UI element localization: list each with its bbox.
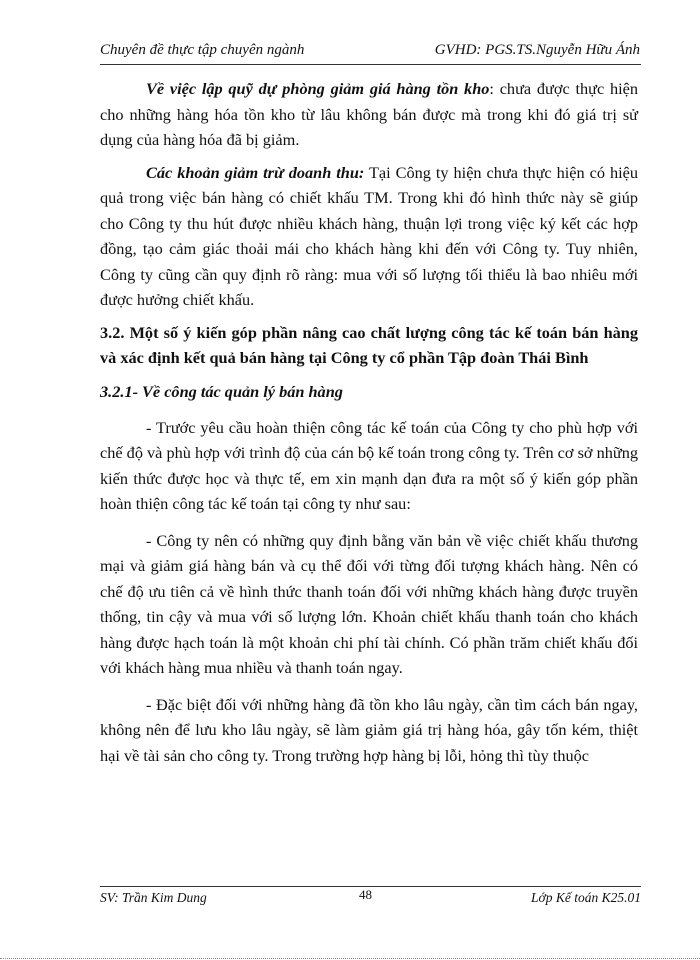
paragraph-provision-text: : chưa được thực hiện cho những hàng hóa tồn kho từ lâu không bán được mà trong khi đó giá trị sử dụng của hàng hóa đã bị giảm. — [100, 79, 638, 149]
header-divider — [100, 64, 641, 65]
page-edge-rule — [0, 958, 700, 959]
paragraph-intro: - Trước yêu cầu hoàn thiện công tác kế toán của Công ty cho phù hợp với chế độ và phù hợp với trình độ của cán bộ kế toán trong công ty. Trên cơ sở những kiến thức được học và thực tế, em xin mạnh dạn đưa ra một số ý kiến góp phần hoàn thiện công tác kế toán tại công ty như sau: — [100, 417, 638, 513]
paragraph-provision — [100, 76, 638, 153]
paragraph-revenue-deductions — [100, 160, 638, 313]
paragraph-provision-label: Về việc lập quỹ dự phòng giảm giá hàng tồn kho — [146, 79, 490, 98]
paragraph-discount-policy: - Công ty nên có những quy định bằng văn bản về việc chiết khấu thương mại và giảm giá hàng bán và cụ thể đối với từng đối tượng khách hàng. Nên có chế độ ưu tiên cả về hình thức thanh toán đối với những khách hàng được truyền thống, tin cậy và mua với số lượng lớn. Khoản chiết khấu thanh toán cho khách hàng được hạch toán là một khoản chi phí tài chính. Có phần trăm chiết khấu đối với khách hàng mua nhiều và thanh toán ngay. — [100, 530, 638, 677]
footer-class: Lớp Kế toán K25.01 — [531, 890, 641, 905]
paragraph-revenue-deductions-label: Các khoản giảm trừ doanh thu: — [146, 162, 365, 182]
header-course-title: Chuyên đề thực tập chuyên ngành — [100, 42, 305, 58]
page-header — [100, 41, 640, 59]
page-body — [100, 76, 638, 775]
footer-student: SV: Trần Kim Dung — [100, 890, 207, 905]
paragraph-revenue-deductions-text: Tại Công ty hiện chưa thực hiện có hiệu quả trong việc bán hàng có chiết khấu TM. Trong khi đó hình thức này sẽ giúp cho Công ty thu hút được nhiều khách hàng, thuận lợi trong việc ký kết các hợp đồng, tạo cảm giác thoải mái cho khách hàng khi đến với Công ty. Tuy nhiên, Công ty cũng cần quy định rõ ràng: mua với số lượng tối thiểu là bao nhiêu mới được hưởng chiết khấu. — [100, 162, 638, 309]
section-heading-3-2-1: 3.2.1- Về công tác quản lý bán hàng — [100, 381, 343, 401]
paragraph-inventory: - Đặc biệt đối với những hàng đã tồn kho lâu ngày, cần tìm cách bán ngay, không nên để lưu kho lâu ngày, sẽ làm giảm giá trị hàng hóa, gây tốn kém, thiệt hại về tài sản cho công ty. Trong trường hợp hàng bị lỗi, hỏng thì tùy thuộc — [100, 694, 638, 765]
page-number: 48 — [359, 887, 372, 902]
section-heading-3-2: 3.2. Một số ý kiến góp phần nâng cao chất lượng công tác kế toán bán hàng và xác định kết quả bán hàng tại Công ty cổ phần Tập đoàn Thái Bình — [100, 322, 638, 367]
header-supervisor: GVHD: PGS.TS.Nguyễn Hữu Ánh — [434, 42, 640, 58]
